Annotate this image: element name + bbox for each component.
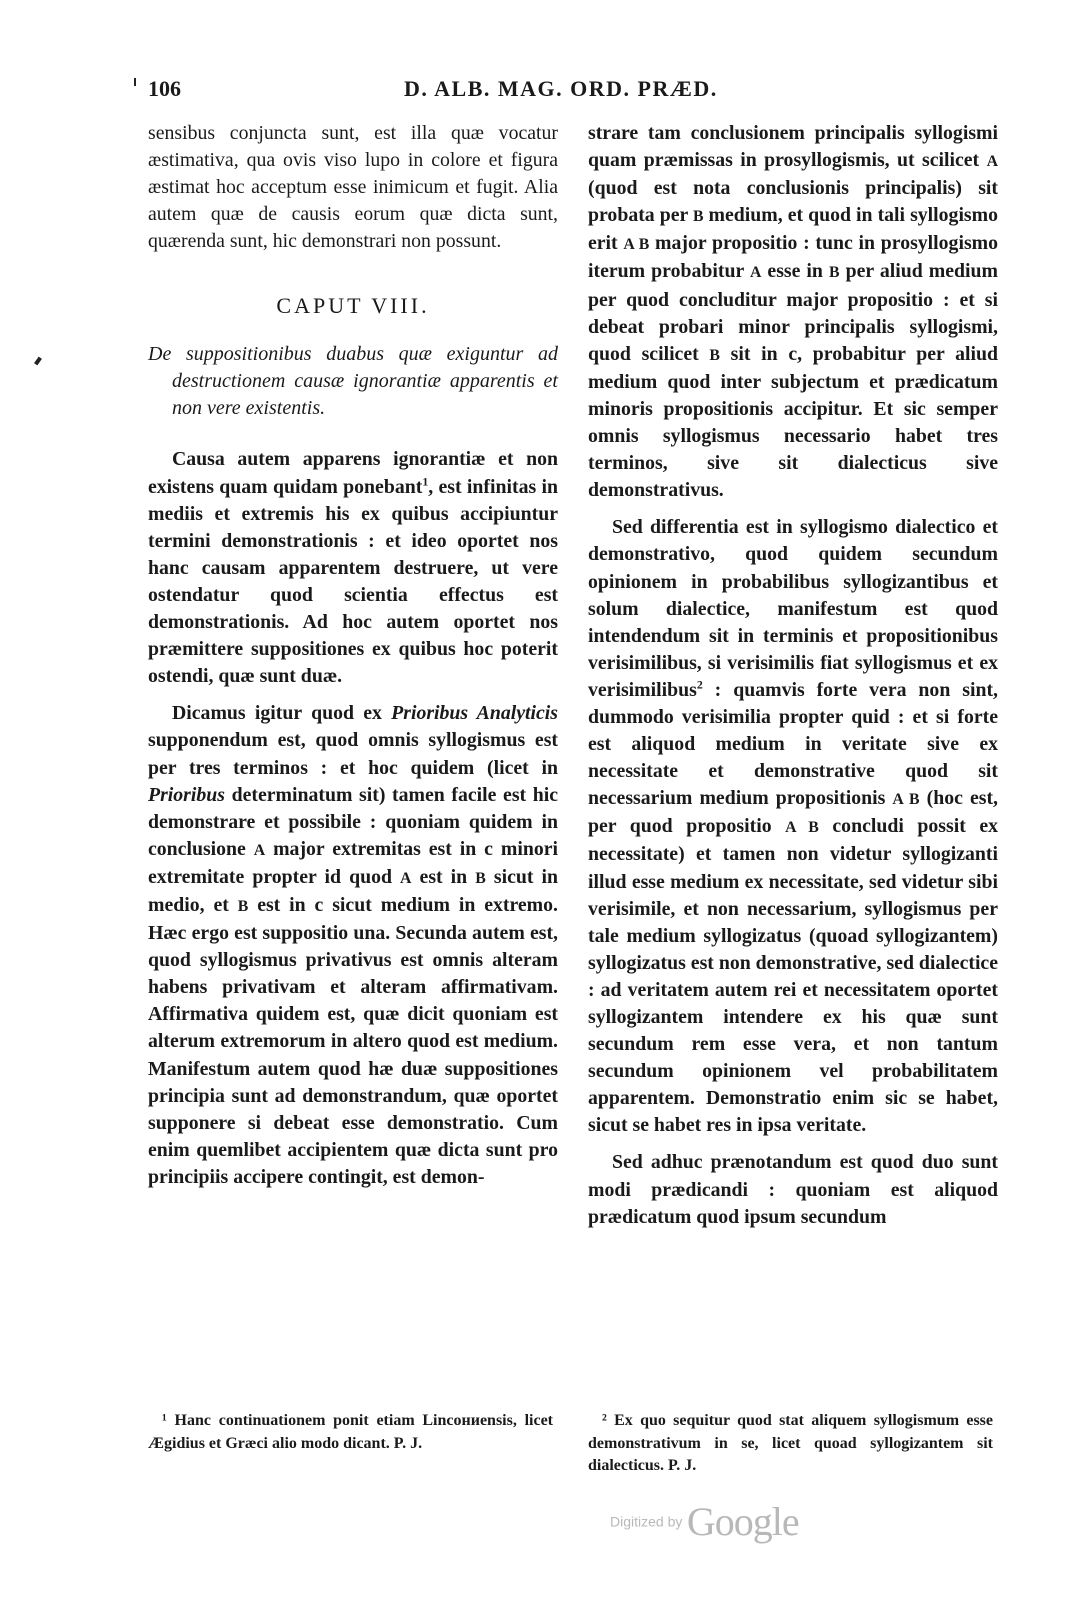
left-paragraph-1: sensibus conjuncta sunt, est illa quæ vocatur æstimativa, qua ovis viso lupo in colore et figura æstimat hoc acceptum esse inimicum et fugit. Alia autem quæ de causis eorum quæ dicta sunt, quærenda sunt, hic demonstrari non possunt. <box>148 122 558 253</box>
running-title: D. ALB. MAG. ORD. PRÆD. <box>404 76 718 101</box>
page-number: 106 <box>148 76 181 101</box>
left-paragraph-2: Causa autem apparens ignorantiæ et non existens quam quidam ponebant$^1$, est infinitas in mediis et extremis his ex quibus accipiuntur termini demonstrationis : et ideo oportet nos hanc causam apparentem destruere, ut vere ostendatur quod scientia effectus est demonstrationis. Ad hoc autem oportet nos præmittere suppositiones ex quibus hoc poterit ostendi, quæ sunt duæ. <box>148 448 558 688</box>
left-column <box>148 120 558 1191</box>
right-paragraph-1: strare tam conclusionem principalis syllogismi quam præmissas in prosyllogismis, ut scilicet A (quod est nota conclusionis principalis) sit probata per B medium, et quod in tali syllogismo erit A B major propositio : tunc in prosyllogismo iterum probabitur A esse in B per aliud medium per quod concluditur major propositio : et si debeat probari minor principalis syllogismi, quod scilicet B sit in c, probabitur per aliud medium quod inter subjectum et prædicatum minoris propositionis accipitur. Et sic semper omnis syllogismus necessario habet tres terminos, sive sit dialecticus sive demonstrativus. <box>588 122 999 502</box>
digitized-by-label: Digitized by <box>610 1513 683 1530</box>
right-paragraph-2: Sed differentia est in syllogismo dialectico et demonstrativo, quod quidem secundum opinionem in probabilibus syllogizantibus et solum dialectice, manifestum est quod intendendum sit in terminis et propositionibus verisimilibus, si verisimilis fiat syllogismus et ex verisimilibus$^2$ : quamvis forte vera non sint, dummodo verisimilia propter quid : et si forte est aliquod medium in veritate sive ex necessitate et demonstrative quod sit necessarium medium propositionis A B (hoc est, per quod propositio A B concludi possit ex necessitate) et tamen non videtur syllogizanti illud esse medium ex necessitate, sed videtur sibi verisimile, et non necessarium, syllogismus per tale medium syllogizatus (quoad syllogizantem) syllogizatus est non demonstrative, sed dialectice : ad veritatem autem rei et necessitatem oportet syllogizantem intendere ex his quæ sunt secundum rem esse vera, et non tantum secundum opinionem vel probabilitatem apparentem. Demonstratio enim sic se habet, sicut se habet res in ipsa veritate. <box>588 516 999 1137</box>
google-watermark <box>610 1498 799 1548</box>
chapter-subtitle: De suppositionibus duabus quæ exiguntur ad destructionem causæ ignorantiæ apparentis et non vere existentis. <box>148 343 558 420</box>
google-logo: Google <box>686 1499 799 1544</box>
left-paragraph-3: Dicamus igitur quod ex Prioribus Analyticis supponendum est, quod omnis syllogismus est per tres terminos : et hoc quidem (licet in Prioribus determinatum sit) tamen facile est hic demonstrare et possibile : quoniam quidem in conclusione A major extremitas est in c minori extremitate propter id quod A est in B sicut in medio, et B est in c sicut medium in extremo. Hæc ergo est suppositio una. Secunda autem est, quod syllogismus privativus est omnis alteram habens privativam et alteram affirmativam. Affirmativa quidem est, quæ dicit quoniam est alterum extremorum in altero quod est medium. Manifestum autem quod hæ duæ suppositiones principia sunt ad demonstrandum, quæ oportet supponere si debeat esse demonstratio. Cum enim quemlibet accipientem quæ dicta sunt pro principiis accipere contingit, est demon- <box>148 702 559 1188</box>
margin-tick <box>134 78 136 86</box>
footnote-ref-1: 1 <box>422 473 429 488</box>
right-column <box>588 120 998 1231</box>
footnote-1: ¹ Hanc continuationem ponit etiam Lincониensis, licet Ægidius et Græci alio modo dicant. P. J. <box>148 1412 553 1452</box>
footnote-2: ² Ex quo sequitur quod stat aliquem syllogismum esse demonstrativum in se, licet quoad syllogizantem sit dialecticus. P. J. <box>588 1412 993 1474</box>
chapter-heading: CAPUT VIII. <box>276 293 430 319</box>
margin-mark <box>34 357 42 366</box>
right-paragraph-3: Sed adhuc prænotandum est quod duo sunt modi prædicandi : quoniam est aliquod prædicatum quod ipsum secundum <box>588 1151 998 1228</box>
page-header <box>148 76 998 108</box>
footnote-ref-2: 2 <box>696 677 703 692</box>
